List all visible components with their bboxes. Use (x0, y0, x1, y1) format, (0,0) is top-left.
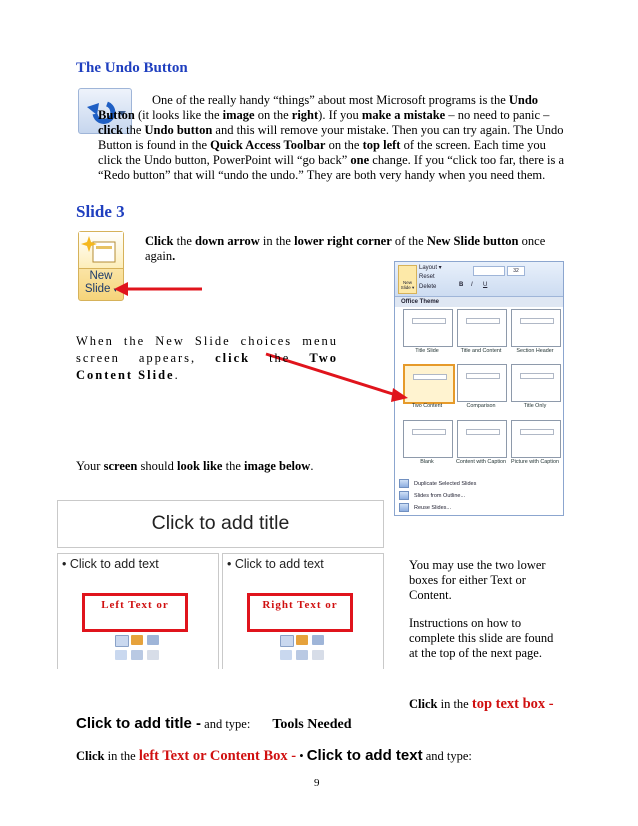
left-box-instruction: Click in the left Text or Content Box - • Click to add text and type: (76, 747, 472, 764)
side-note-p1: You may use the two lower boxes for either Text or Content. (409, 558, 546, 602)
ribbon-bold[interactable]: B (459, 282, 464, 288)
side-note-p2: Instructions on how to complete this slide are found at the top of the next page. (409, 616, 554, 660)
choices-paragraph: When the New Slide choices menu screen appears, click the Two Content Slide. (76, 334, 338, 382)
layout-label: Blank (420, 459, 434, 465)
slide-title-placeholder[interactable] (57, 500, 384, 548)
layout-label: Two Content (411, 403, 443, 409)
layout-label: Title Slide (415, 348, 439, 354)
right-content-placeholder[interactable] (222, 553, 384, 669)
menu-item-slides-from-outline[interactable]: Slides from Outline... (395, 491, 563, 502)
undo-paragraph: One of the really handy “things” about most Microsoft programs is the Undo Button (it looks like the image on the right). If you make a mistake – no need to panic – click the Undo button and this will remove your mistake. Then you can try again. The Undo Button is found in the Quick Access Toolbar on the top left of the screen. Each time you click the Undo button, PowerPoint will “go back” one change. If you “click too far, there is a “Redo button” that will “undo the undo.” They are both very handy when you need them. (98, 93, 565, 182)
heading-slide-3: Slide 3 (76, 202, 125, 221)
slide3-instruction: Click the down arrow in the lower right corner of the New Slide button once again. (145, 234, 546, 263)
right-content-text: • Click to add text (227, 557, 324, 571)
ribbon-delete[interactable]: Delete (419, 284, 437, 290)
top-text-box-instruction: Click in the top text box - (409, 696, 554, 712)
content-icons-right (280, 635, 326, 665)
ribbon-new-slide-button[interactable]: New Slide ▾ (398, 265, 417, 294)
office-theme-header: Office Theme (395, 297, 563, 307)
left-content-text: • Click to add text (62, 557, 159, 571)
left-text-callout: Left Text or (82, 593, 188, 632)
left-content-placeholder[interactable] (57, 553, 219, 669)
layout-label: Section Header (516, 348, 554, 354)
ribbon-underline[interactable]: U (483, 282, 488, 288)
side-note (409, 558, 559, 661)
heading-undo-button: The Undo Button (76, 60, 188, 76)
screen-paragraph: Your screen should look like the image below. (76, 459, 314, 473)
menu-item-reuse-slides[interactable]: Reuse Slides... (395, 503, 563, 514)
content-icons-left (115, 635, 161, 665)
page-number: 9 (314, 777, 320, 789)
layout-label: Title Only (523, 403, 547, 409)
ribbon-reset[interactable]: Reset (419, 274, 435, 280)
slide-title-placeholder-text: Click to add title (151, 512, 290, 534)
ribbon-italic[interactable]: I (471, 282, 473, 288)
layout-label: Comparison (466, 403, 496, 409)
ribbon-layout[interactable]: Layout ▾ (419, 265, 442, 271)
menu-item-duplicate-selected-slides[interactable]: Duplicate Selected Slides (395, 479, 563, 490)
layout-label: Content with Caption (455, 459, 507, 465)
add-title-instruction: Click to add title - and type: Tools Needed (76, 715, 352, 732)
new-slide-label: New Slide ▾ (84, 270, 118, 295)
ribbon-font-size[interactable]: 32 (507, 266, 525, 276)
right-text-callout: Right Text or (247, 593, 353, 632)
layout-label: Picture with Caption (511, 459, 559, 465)
layout-label: Title and Content (460, 348, 502, 354)
